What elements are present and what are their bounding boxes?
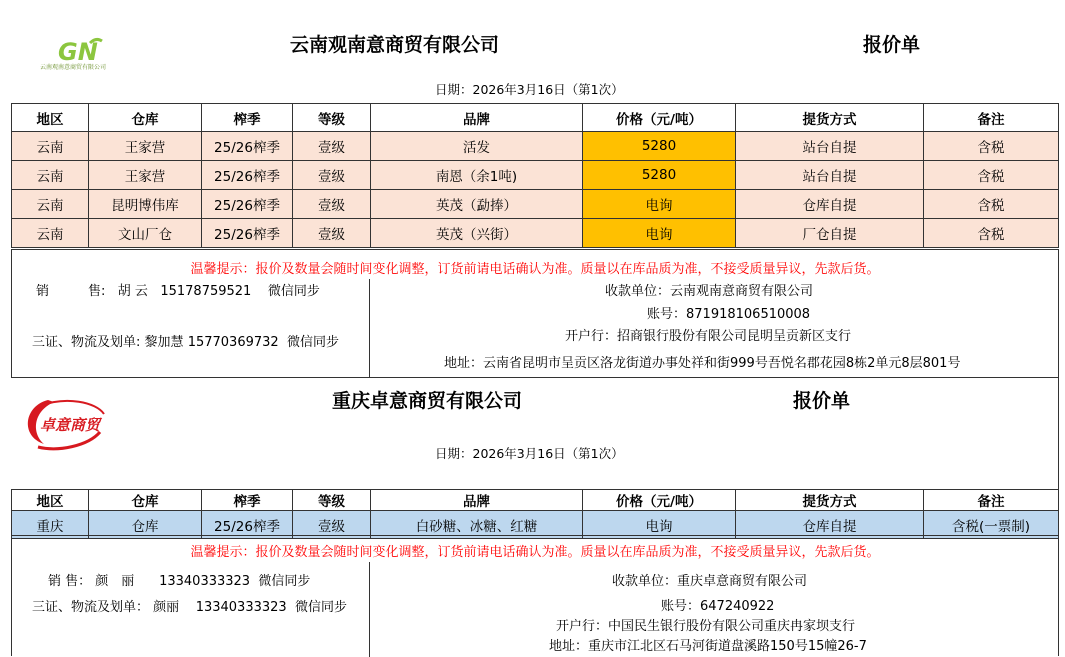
- cell-season: 25/26榨季: [202, 511, 293, 539]
- cell-pickup: 仓库自提: [736, 190, 924, 219]
- cell-grade: 壹级: [293, 161, 371, 190]
- cell-grade: 壹级: [293, 132, 371, 161]
- cell-pickup: 站台自提: [736, 132, 924, 161]
- logistics-name: 黎加慧: [144, 335, 184, 350]
- cell-region: 云南: [12, 190, 89, 219]
- header-cell: 备注: [924, 104, 1059, 132]
- cell-remark: 含税(一票制): [924, 511, 1059, 539]
- header-cell: 提货方式: [736, 490, 924, 511]
- sales-label: 销 售:: [36, 284, 106, 299]
- cell-brand: 白砂糖、冰糖、红糖: [371, 511, 583, 539]
- table-row: [12, 190, 1059, 219]
- header-cell: 榨季: [202, 490, 293, 511]
- cell-brand: 英茂（兴街）: [371, 219, 583, 248]
- cell-region: 云南: [12, 161, 89, 190]
- info-divider: [369, 279, 370, 378]
- payee-text: 收款单位：重庆卓意商贸有限公司: [612, 574, 808, 589]
- top-info-box: [11, 249, 1059, 378]
- logistics-wechat: 微信同步: [286, 335, 339, 350]
- header-cell: 品牌: [371, 490, 583, 511]
- header-cell: 价格（元/吨）: [583, 490, 736, 511]
- cell-grade: 壹级: [293, 219, 371, 248]
- bottom-price-table: [11, 489, 1059, 539]
- header-cell: 品牌: [371, 104, 583, 132]
- logistics-label: 三证、物流及划单:: [32, 335, 141, 350]
- logistics-contact: [32, 331, 339, 350]
- header-cell: 仓库: [89, 490, 202, 511]
- table-row: [12, 161, 1059, 190]
- address-text: 地址：重庆市江北区石马河街道盘溪路150号15幢26-7: [549, 639, 867, 654]
- cell-pickup: 厂仓自提: [736, 219, 924, 248]
- cell-pickup: 站台自提: [736, 161, 924, 190]
- cell-price: 电询: [583, 219, 736, 248]
- cell-pickup: 仓库自提: [736, 511, 924, 539]
- cell-brand: 南恩（余1吨): [371, 161, 583, 190]
- header-cell: 仓库: [89, 104, 202, 132]
- cell-season: 25/26榨季: [202, 190, 293, 219]
- cell-season: 25/26榨季: [202, 132, 293, 161]
- table-header: [12, 104, 1059, 132]
- logistics-name: 颜丽: [153, 600, 180, 615]
- account-text: 账号：871918106510008: [647, 307, 811, 322]
- cell-price: 电询: [583, 190, 736, 219]
- sales-wechat: 微信同步: [267, 284, 320, 299]
- cell-remark: 含税: [924, 161, 1059, 190]
- cell-season: 25/26榨季: [202, 161, 293, 190]
- cell-warehouse: 王家营: [89, 161, 202, 190]
- cell-grade: 壹级: [293, 511, 371, 539]
- cell-brand: 活发: [371, 132, 583, 161]
- top-logo: [28, 33, 138, 75]
- cell-region: 重庆: [12, 511, 89, 539]
- sales-label: 销 售：: [48, 574, 92, 589]
- cell-grade: 壹级: [293, 190, 371, 219]
- cell-warehouse: 昆明博伟库: [89, 190, 202, 219]
- date-line: 日期：2026年3月16日（第1次）: [435, 446, 624, 461]
- logistics-phone: 15770369732: [187, 335, 279, 350]
- cell-region: 云南: [12, 132, 89, 161]
- cell-warehouse: 文山厂仓: [89, 219, 202, 248]
- logistics-wechat: 微信同步: [294, 600, 347, 615]
- cell-warehouse: 王家营: [89, 132, 202, 161]
- header-cell: 等级: [293, 490, 371, 511]
- bottom-info-box: [11, 535, 1059, 656]
- top-price-table: [11, 103, 1059, 248]
- header-cell: 地区: [12, 490, 89, 511]
- cell-warehouse: 仓库: [89, 511, 202, 539]
- sales-name: 颜 丽: [95, 574, 135, 589]
- notice-text: 温馨提示：报价及数量会随时间变化调整，订货前请电话确认为准。质量以在库品质为准，不接受质量异议，先款后货。: [190, 262, 880, 277]
- payee-text: 收款单位：云南观南意商贸有限公司: [605, 284, 814, 299]
- sales-name: 胡 云: [117, 284, 148, 299]
- logistics-contact: [32, 596, 347, 615]
- cell-region: 云南: [12, 219, 89, 248]
- header-cell: 榨季: [202, 104, 293, 132]
- table-header: [12, 490, 1059, 511]
- date-line: 日期：2026年3月16日（第1次）: [435, 82, 624, 97]
- header-cell: 等级: [293, 104, 371, 132]
- cell-price: 电询: [583, 511, 736, 539]
- logistics-label: 三证、物流及划单：: [32, 600, 150, 615]
- bottom-title-box: [11, 377, 1059, 490]
- header-cell: 价格（元/吨）: [583, 104, 736, 132]
- doc-title: 报价单: [793, 390, 851, 412]
- table-row: [12, 219, 1059, 248]
- info-divider: [369, 562, 370, 657]
- account-text: 账号：647240922: [661, 599, 775, 614]
- cell-price: 5280: [583, 132, 736, 161]
- cell-remark: 含税: [924, 190, 1059, 219]
- address-text: 地址：云南省昆明市呈贡区洛龙街道办事处祥和街999号吾悦名郡花园8栋2单元8层801号: [444, 356, 961, 371]
- cell-remark: 含税: [924, 132, 1059, 161]
- bank-text: 开户行：招商银行股份有限公司昆明呈贡新区支行: [565, 329, 852, 344]
- logistics-phone: 13340333323: [195, 600, 287, 615]
- bank-text: 开户行：中国民生银行股份有限公司重庆冉家坝支行: [556, 619, 856, 634]
- header-cell: 备注: [924, 490, 1059, 511]
- sales-wechat: 微信同步: [258, 574, 311, 589]
- cell-season: 25/26榨季: [202, 219, 293, 248]
- svg-text:GN: GN: [58, 38, 98, 66]
- sales-contact: [48, 570, 310, 589]
- sales-phone: 13340333323: [159, 574, 251, 589]
- cell-brand: 英茂（勐捧）: [371, 190, 583, 219]
- header-cell: 提货方式: [736, 104, 924, 132]
- notice-text: 温馨提示：报价及数量会随时间变化调整，订货前请电话确认为准。质量以在库品质为准，不接受质量异议，先款后货。: [190, 545, 880, 560]
- cell-remark: 含税: [924, 219, 1059, 248]
- header-cell: 地区: [12, 104, 89, 132]
- logo-caption: 云南观南意商贸有限公司: [40, 64, 107, 71]
- company-title: 重庆卓意商贸有限公司: [332, 390, 523, 412]
- table-row: [12, 132, 1059, 161]
- cell-price: 5280: [583, 161, 736, 190]
- bottom-logo: [18, 392, 110, 454]
- logo-text: 卓意商贸: [40, 416, 101, 434]
- sales-phone: 15178759521: [160, 284, 252, 299]
- company-title: 云南观南意商贸有限公司: [290, 34, 500, 56]
- sales-contact: [36, 280, 320, 299]
- doc-title: 报价单: [863, 34, 921, 56]
